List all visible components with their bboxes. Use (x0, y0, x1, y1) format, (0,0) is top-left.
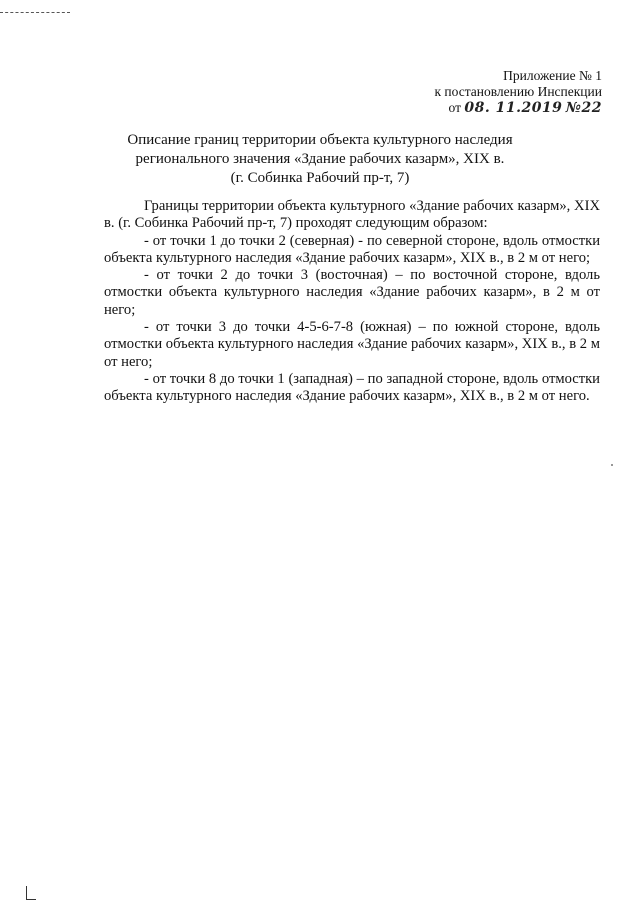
document-body (104, 198, 600, 406)
appendix-header (434, 68, 602, 116)
title-line-3: (г. Собинка Рабочий пр-т, 7) (230, 170, 410, 186)
appendix-label: Приложение № 1 (503, 68, 602, 83)
boundary-item-east: - от точки 2 до точки 3 (восточная) – по восточной стороне, вдоль отмостки объекта культурного наследия «Здание рабочих казарм», в 2 м от него; (104, 267, 600, 318)
scan-speck (611, 464, 613, 466)
intro-paragraph: Границы территории объекта культурного «Здание рабочих казарм», XIX в. (г. Собинка Рабочий пр-т, 7) проходят следующим образом: (104, 198, 600, 232)
appendix-date-line (434, 100, 602, 116)
document-title (100, 131, 540, 188)
appendix-date-prefix: от (448, 100, 461, 115)
boundary-item-north: - от точки 1 до точки 2 (северная) - по северной стороне, вдоль отмостки объекта культурного наследия «Здание рабочих казарм», XIX в., в 2 м от него; (104, 232, 600, 266)
title-line-1: Описание границ территории объекта культурного наследия (127, 132, 513, 148)
handwritten-date: 08. 11.2019 (464, 100, 563, 116)
scan-corner-mark-base (26, 899, 36, 900)
scan-edge-mark (0, 12, 70, 13)
handwritten-number: №22 (565, 100, 602, 116)
title-line-2: регионального значения «Здание рабочих казарм», XIX в. (135, 151, 505, 167)
appendix-resolution-ref: к постановлению Инспекции (434, 84, 602, 99)
scan-corner-mark (26, 886, 27, 900)
boundary-item-south: - от точки 3 до точки 4-5-6-7-8 (южная) – по южной стороне, вдоль отмостки объекта культурного наследия «Здание рабочих казарм», XIX в., в 2 м от него; (104, 319, 600, 370)
boundary-item-west: - от точки 8 до точки 1 (западная) – по западной стороне, вдоль отмостки объекта культурного наследия «Здание рабочих казарм», XIX в., в 2 м от него. (104, 370, 600, 405)
